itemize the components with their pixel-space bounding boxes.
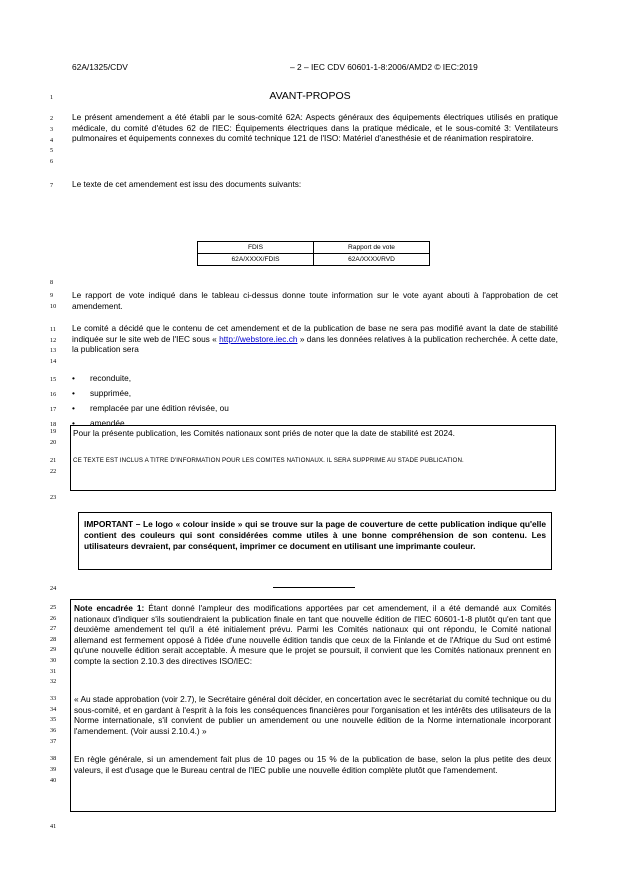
line-number: 7 <box>50 182 54 189</box>
webstore-link[interactable]: http://webstore.iec.ch <box>219 333 298 344</box>
framed-note-label: Note encadrée 1: <box>74 603 145 613</box>
stability-text-start: Le comité a décidé que le contenu de cet amendement et de la publication de base ne sera pas modifié avant la date de stabilité indiquée sur le site web de l'IEC sous « <box>72 323 558 344</box>
table-cell: 62A/XXXX/FDIS <box>198 254 314 266</box>
line-number: 15 <box>50 376 57 383</box>
vote-table <box>197 241 430 266</box>
line-number: 8 <box>50 279 54 286</box>
list-item-text: remplacée par une édition révisée, ou <box>90 403 229 413</box>
line-number: 2 <box>50 115 54 122</box>
line-number: 16 <box>50 391 57 398</box>
page-title: AVANT-PROPOS <box>269 90 351 102</box>
line-number: 29 <box>50 646 57 653</box>
line-number: 3 <box>50 126 54 133</box>
line-number: 19 <box>50 428 57 435</box>
line-number: 36 <box>50 727 57 734</box>
table-cell: 62A/XXXX/RVD <box>314 254 430 266</box>
national-committee-note: CE TEXTE EST INCLUS A TITRE D'INFORMATION POUR LES COMITES NATIONAUX. IL SERA SUPPRIME AU STADE PUBLICATION. <box>73 457 464 464</box>
list-item <box>72 418 127 428</box>
table-header-cell: FDIS <box>198 242 314 254</box>
important-notice-box <box>78 512 552 570</box>
framed-note-paragraph-3: En règle générale, si un amendement fait plus de 10 pages ou 15 % de la publication de base, selon la plus petite des deux valeurs, il est d'usage que le Bureau central de l'IEC publie une nouvelle édition complète plutôt que l'amendement. <box>74 754 551 775</box>
line-number: 26 <box>50 615 57 622</box>
line-number: 14 <box>50 358 57 365</box>
line-number: 41 <box>50 823 57 830</box>
doc-reference: 62A/1325/CDV <box>72 62 128 72</box>
line-number: 5 <box>50 147 54 154</box>
list-item-text: reconduite, <box>90 373 132 383</box>
line-number: 28 <box>50 636 57 643</box>
list-item-text: amendée. <box>90 418 127 428</box>
bullet-icon: • <box>72 373 75 383</box>
framed-note-quote: « Au stade approbation (voir 2.7), le Secrétaire général doit décider, en concertation avec le secrétariat du comité technique ou du sous-comité, et en gardant à l'esprit à la fois les conséquences financières pour l'organisation et les intérêts des utilisateurs de la Norme internationale, s'il convient de publier un amendement ou une nouvelle édition de la Norme internationale incorporant l'amendement. (Voir aussi 2.10.4.) » <box>74 694 551 736</box>
line-number: 22 <box>50 468 57 475</box>
bullet-icon: • <box>72 403 75 413</box>
bullet-icon: • <box>72 418 75 428</box>
line-number: 39 <box>50 766 57 773</box>
line-number: 40 <box>50 777 57 784</box>
separator-line <box>273 587 355 588</box>
line-number: 6 <box>50 158 54 165</box>
line-number: 18 <box>50 421 57 428</box>
line-number: 13 <box>50 347 57 354</box>
important-notice-text: IMPORTANT – Le logo « colour inside » qui se trouve sur la page de couverture de cette publication indique qu'elle contient des couleurs qui sont considérées comme utiles à une bonne compréhension de son contenu. Les utilisateurs devraient, par conséquent, imprimer ce document en utilisant une imprimante couleur. <box>84 519 546 551</box>
stability-note-box <box>70 425 556 491</box>
framed-note-text: Étant donné l'ampleur des modifications apportées par cet amendement, il a été demandé aux Comités nationaux d'indiquer s'ils soutiendraient la publication finale en tant que nouvelle édition de l'IEC 60601-1-8 plutôt qu'en tant que deuxième amendement tel qu'il a été initialement prévu. Parmi les Comités nationaux qui ont répondu, le Comité national allemand est fermement opposé à l'idée d'une nouvelle édition tandis que ceux de la Finlande et de l'Afrique du Sud ont estimé qu'une nouvelle édition serait acceptable. À mesure que le projet se poursuit, il convient que les Comités nationaux prennent en compte la section 2.10.3 des directives ISO/IEC: <box>74 603 551 666</box>
vote-report-paragraph: Le rapport de vote indiqué dans le tableau ci-dessus donne toute information sur le vote ayant abouti à l'approbation de cet amendement. <box>72 290 558 311</box>
line-number: 21 <box>50 457 57 464</box>
stability-paragraph <box>72 323 558 355</box>
line-number: 11 <box>50 326 56 333</box>
line-number: 1 <box>50 94 54 101</box>
line-number: 27 <box>50 625 57 632</box>
list-item <box>72 403 229 413</box>
documents-intro: Le texte de cet amendement est issu des documents suivants: <box>72 179 302 189</box>
foreword-paragraph: Le présent amendement a été établi par le sous-comité 62A: Aspects généraux des équipements électriques utilisés en pratique médicale, du comité d'études 62 de l'IEC: Équipements électriques dans la pratique médicale, et le sous-comité 3: Ventilateurs pulmonaires et équipements connexes du comité technique 121 de l'ISO: Matériel d'anesthésie et de réanimation respiratoire. <box>72 112 558 144</box>
line-number: 12 <box>50 337 57 344</box>
line-number: 30 <box>50 657 57 664</box>
framed-note-paragraph-1 <box>74 603 551 667</box>
list-item-text: supprimée, <box>90 388 132 398</box>
line-number: 4 <box>50 137 54 144</box>
stability-text-end: » dans les données relatives à la publication recherchée. À cette date, la publication sera <box>72 333 558 355</box>
line-number: 23 <box>50 494 57 501</box>
line-number: 35 <box>50 716 57 723</box>
line-number: 33 <box>50 695 57 702</box>
stability-note-text: Pour la présente publication, les Comités nationaux sont priés de noter que la date de stabilité est 2024. <box>73 428 455 438</box>
line-number: 24 <box>50 585 57 592</box>
line-number: 37 <box>50 738 57 745</box>
page-header-info: – 2 – IEC CDV 60601-1-8:2006/AMD2 © IEC:2019 <box>290 62 478 72</box>
line-number: 32 <box>50 678 57 685</box>
line-number: 17 <box>50 406 57 413</box>
line-number: 25 <box>50 604 57 611</box>
line-number: 34 <box>50 706 57 713</box>
bullet-icon: • <box>72 388 75 398</box>
table-header-row <box>198 242 430 254</box>
line-number: 31 <box>50 668 57 675</box>
table-row <box>198 254 430 266</box>
line-number: 38 <box>50 755 57 762</box>
list-item <box>72 373 131 383</box>
line-number: 20 <box>50 439 57 446</box>
list-item <box>72 388 131 398</box>
line-number: 10 <box>50 303 57 310</box>
framed-note-box <box>70 599 556 812</box>
line-number: 9 <box>50 292 54 299</box>
table-header-cell: Rapport de vote <box>314 242 430 254</box>
